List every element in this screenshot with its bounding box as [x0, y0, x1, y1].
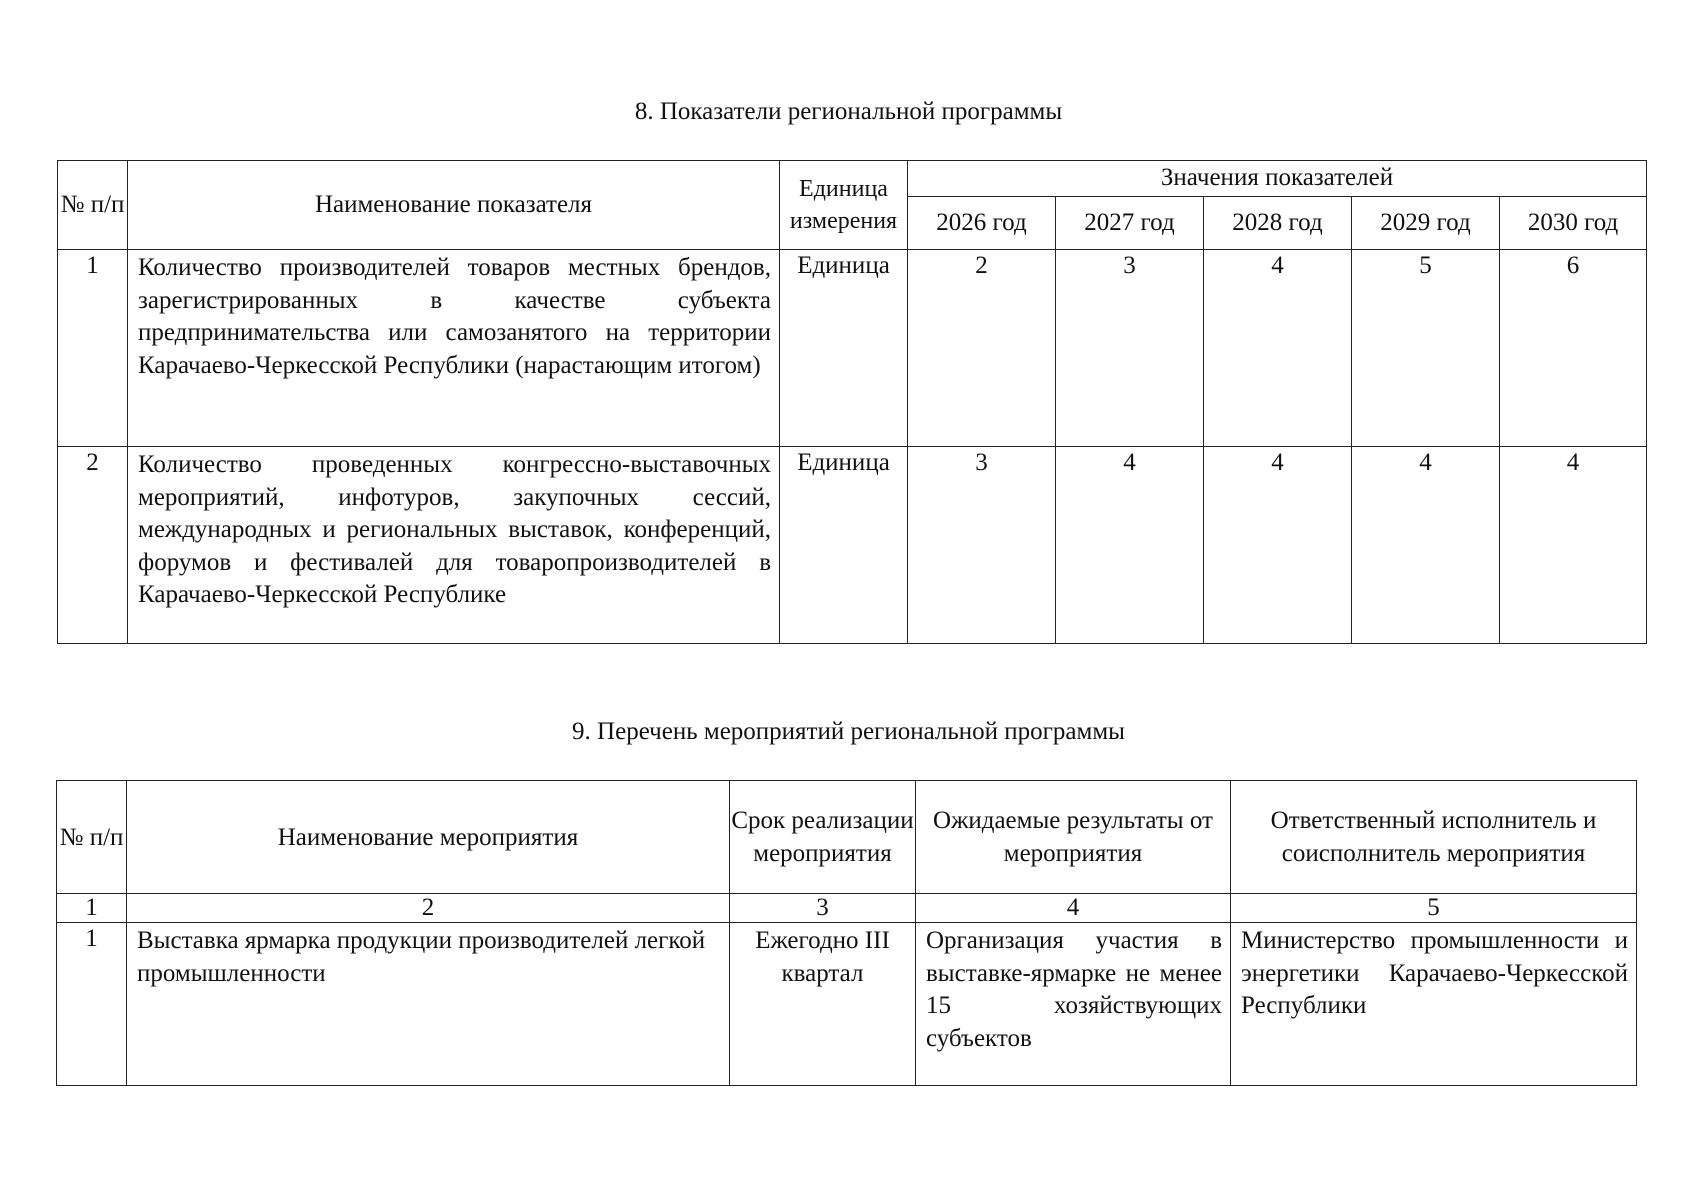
- row-num: 1: [57, 923, 127, 1086]
- row-num: 1: [58, 250, 128, 447]
- section-8-title: 8. Показатели региональной программы: [634, 98, 1063, 125]
- header-year-2030: 2030 год: [1500, 197, 1647, 250]
- header-term: Срок реализации мероприятия: [730, 781, 916, 894]
- activity-expected-results: Организация участия в выставке-ярмарке не менее 15 хозяйствующих субъектов: [916, 923, 1231, 1086]
- header-responsible: Ответственный исполнитель и соисполнитель мероприятия: [1231, 781, 1637, 894]
- section-9-title: 9. Перечень мероприятий региональной программы: [572, 718, 1125, 745]
- column-number: 5: [1231, 894, 1637, 923]
- activity-responsible: Министерство промышленности и энергетики Карачаево-Черкесской Республики: [1231, 923, 1637, 1086]
- indicator-unit: Единица: [780, 447, 908, 644]
- value-2028: 4: [1204, 250, 1352, 447]
- value-2029: 4: [1352, 447, 1500, 644]
- header-expected-results: Ожидаемые результаты от мероприятия: [916, 781, 1231, 894]
- indicator-name: Количество производителей товаров местных брендов, зарегистрированных в качестве субъекта предпринимательства или самозанятого на территории Карачаево-Черкесской Республики (нарастающим итогом): [128, 250, 780, 447]
- header-year-2026: 2026 год: [908, 197, 1056, 250]
- activity-term: Ежегодно III квартал: [730, 923, 916, 1086]
- header-unit: Единица измерения: [780, 161, 908, 250]
- value-2027: 4: [1056, 447, 1204, 644]
- header-activity-name: Наименование мероприятия: [127, 781, 730, 894]
- indicator-unit: Единица: [780, 250, 908, 447]
- value-2027: 3: [1056, 250, 1204, 447]
- value-2029: 5: [1352, 250, 1500, 447]
- header-year-2027: 2027 год: [1056, 197, 1204, 250]
- header-values-group: Значения показателей: [908, 161, 1647, 197]
- value-2030: 6: [1500, 250, 1647, 447]
- header-num: № п/п: [57, 781, 127, 894]
- header-year-2028: 2028 год: [1204, 197, 1352, 250]
- row-num: 2: [58, 447, 128, 644]
- indicators-table: [57, 160, 1647, 644]
- column-number: 4: [916, 894, 1231, 923]
- table-row: [58, 250, 1647, 447]
- table-row: [57, 923, 1637, 1086]
- value-2026: 3: [908, 447, 1056, 644]
- value-2030: 4: [1500, 447, 1647, 644]
- header-year-2029: 2029 год: [1352, 197, 1500, 250]
- column-number: 2: [127, 894, 730, 923]
- column-number: 3: [730, 894, 916, 923]
- activities-table: [56, 780, 1637, 1086]
- column-number: 1: [57, 894, 127, 923]
- value-2026: 2: [908, 250, 1056, 447]
- header-num: № п/п: [58, 161, 128, 250]
- value-2028: 4: [1204, 447, 1352, 644]
- header-indicator-name: Наименование показателя: [128, 161, 780, 250]
- table-row: [58, 447, 1647, 644]
- activity-name: Выставка ярмарка продукции производителей легкой промышленности: [127, 923, 730, 1086]
- indicator-name: Количество проведенных конгрессно-выставочных мероприятий, инфотуров, закупочных сессий, международных и региональных выставок, конференций, форумов и фестивалей для товаропроизводителей в Карачаево-Черкесской Республике: [128, 447, 780, 644]
